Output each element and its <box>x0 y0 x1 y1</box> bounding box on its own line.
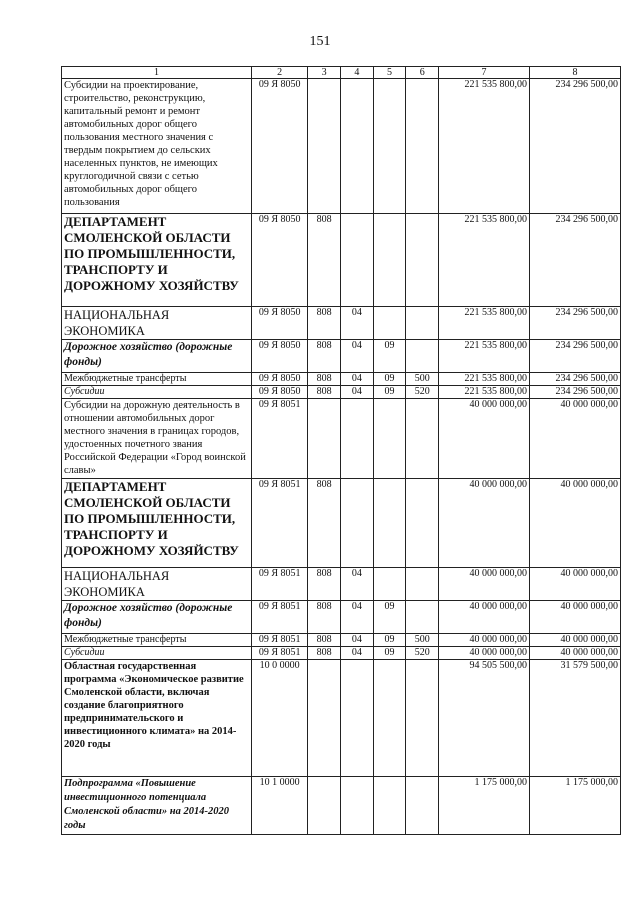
section-code-cell: 04 <box>340 634 373 647</box>
admin-code-cell: 808 <box>308 479 341 568</box>
amount-year1-cell: 40 000 000,00 <box>439 647 530 660</box>
table-row <box>62 601 621 634</box>
section-code-cell <box>340 399 373 479</box>
subsection-code-cell <box>373 307 406 340</box>
expense-type-cell <box>406 660 439 777</box>
column-header: 8 <box>529 67 620 79</box>
table-row <box>62 660 621 777</box>
admin-code-cell: 808 <box>308 647 341 660</box>
amount-year1-cell: 40 000 000,00 <box>439 601 530 634</box>
amount-year2-cell: 234 296 500,00 <box>529 79 620 214</box>
admin-code-cell <box>308 79 341 214</box>
amount-year1-cell: 221 535 800,00 <box>439 340 530 373</box>
column-header: 1 <box>62 67 252 79</box>
table-row <box>62 634 621 647</box>
target-code-cell: 09 Я 8050 <box>252 386 308 399</box>
amount-year2-cell: 40 000 000,00 <box>529 479 620 568</box>
admin-code-cell <box>308 660 341 777</box>
table-row <box>62 647 621 660</box>
amount-year2-cell: 234 296 500,00 <box>529 214 620 307</box>
amount-year1-cell: 1 175 000,00 <box>439 777 530 835</box>
subsection-code-cell: 09 <box>373 647 406 660</box>
amount-year1-cell: 221 535 800,00 <box>439 214 530 307</box>
subsection-code-cell <box>373 214 406 307</box>
amount-year2-cell: 1 175 000,00 <box>529 777 620 835</box>
amount-year2-cell: 40 000 000,00 <box>529 568 620 601</box>
amount-year1-cell: 221 535 800,00 <box>439 373 530 386</box>
admin-code-cell: 808 <box>308 601 341 634</box>
subsection-code-cell <box>373 399 406 479</box>
amount-year2-cell: 40 000 000,00 <box>529 601 620 634</box>
expense-type-cell <box>406 601 439 634</box>
expense-type-cell <box>406 777 439 835</box>
table-row <box>62 399 621 479</box>
target-code-cell: 10 0 0000 <box>252 660 308 777</box>
amount-year2-cell: 234 296 500,00 <box>529 373 620 386</box>
subsection-code-cell: 09 <box>373 634 406 647</box>
target-code-cell: 09 Я 8051 <box>252 601 308 634</box>
table-row <box>62 214 621 307</box>
expense-type-cell: 500 <box>406 634 439 647</box>
amount-year2-cell: 234 296 500,00 <box>529 386 620 399</box>
row-name-cell: Субсидии на дорожную деятельность в отношении автомобильных дорог местного значения в границах городов, удостоенных почетного звания Российской Федерации «Город воинской славы» <box>62 399 252 479</box>
row-name-cell: Межбюджетные трансферты <box>62 634 252 647</box>
row-name-cell: Субсидии <box>62 647 252 660</box>
row-name-cell: Дорожное хозяйство (дорожные фонды) <box>62 340 252 373</box>
target-code-cell: 09 Я 8051 <box>252 479 308 568</box>
section-code-cell <box>340 660 373 777</box>
section-code-cell <box>340 479 373 568</box>
target-code-cell: 09 Я 8050 <box>252 373 308 386</box>
amount-year1-cell: 40 000 000,00 <box>439 634 530 647</box>
section-code-cell <box>340 777 373 835</box>
expense-type-cell <box>406 79 439 214</box>
column-header: 4 <box>340 67 373 79</box>
expense-type-cell <box>406 568 439 601</box>
column-number-header-row <box>62 67 621 79</box>
amount-year1-cell: 40 000 000,00 <box>439 399 530 479</box>
amount-year1-cell: 94 505 500,00 <box>439 660 530 777</box>
amount-year2-cell: 40 000 000,00 <box>529 399 620 479</box>
expense-type-cell <box>406 307 439 340</box>
page-number: 151 <box>309 34 331 49</box>
section-code-cell: 04 <box>340 647 373 660</box>
expense-type-cell <box>406 479 439 568</box>
expense-type-cell: 520 <box>406 647 439 660</box>
subsection-code-cell: 09 <box>373 386 406 399</box>
subsection-code-cell: 09 <box>373 601 406 634</box>
admin-code-cell: 808 <box>308 340 341 373</box>
section-code-cell <box>340 214 373 307</box>
amount-year2-cell: 40 000 000,00 <box>529 634 620 647</box>
row-name-cell: Областная государственная программа «Экономическое развитие Смоленской области, включая создание благоприятного предпринимательского и инвестиционного климата» на 2014-2020 годы <box>62 660 252 777</box>
row-name-cell: ДЕПАРТАМЕНТ СМОЛЕНСКОЙ ОБЛАСТИ ПО ПРОМЫШЛЕННОСТИ, ТРАНСПОРТУ И ДОРОЖНОМУ ХОЗЯЙСТВУ <box>62 214 252 307</box>
admin-code-cell <box>308 777 341 835</box>
subsection-code-cell <box>373 660 406 777</box>
admin-code-cell: 808 <box>308 307 341 340</box>
admin-code-cell <box>308 399 341 479</box>
table-row <box>62 373 621 386</box>
table-row <box>62 479 621 568</box>
target-code-cell: 10 1 0000 <box>252 777 308 835</box>
target-code-cell: 09 Я 8051 <box>252 634 308 647</box>
target-code-cell: 09 Я 8050 <box>252 214 308 307</box>
table-row <box>62 79 621 214</box>
column-header: 2 <box>252 67 308 79</box>
expense-type-cell: 520 <box>406 386 439 399</box>
amount-year1-cell: 221 535 800,00 <box>439 386 530 399</box>
column-header: 6 <box>406 67 439 79</box>
table-body <box>62 79 621 835</box>
amount-year2-cell: 31 579 500,00 <box>529 660 620 777</box>
section-code-cell: 04 <box>340 568 373 601</box>
target-code-cell: 09 Я 8051 <box>252 399 308 479</box>
target-code-cell: 09 Я 8050 <box>252 340 308 373</box>
row-name-cell: Дорожное хозяйство (дорожные фонды) <box>62 601 252 634</box>
row-name-cell: Субсидии на проектирование, строительство, реконструкцию, капитальный ремонт и ремонт автомобильных дорог общего пользования местного значения с твердым покрытием до сельских населенных пунктов, не имеющих круглогодичной связи с сетью автомобильных дорог общего пользования <box>62 79 252 214</box>
row-name-cell: Межбюджетные трансферты <box>62 373 252 386</box>
amount-year1-cell: 221 535 800,00 <box>439 79 530 214</box>
amount-year1-cell: 40 000 000,00 <box>439 479 530 568</box>
subsection-code-cell <box>373 777 406 835</box>
subsection-code-cell <box>373 479 406 568</box>
section-code-cell: 04 <box>340 340 373 373</box>
column-header: 5 <box>373 67 406 79</box>
expense-type-cell: 500 <box>406 373 439 386</box>
table-row <box>62 386 621 399</box>
column-header: 3 <box>308 67 341 79</box>
table-row <box>62 568 621 601</box>
section-code-cell: 04 <box>340 373 373 386</box>
admin-code-cell: 808 <box>308 634 341 647</box>
column-header: 7 <box>439 67 530 79</box>
target-code-cell: 09 Я 8050 <box>252 79 308 214</box>
row-name-cell: НАЦИОНАЛЬНАЯ ЭКОНОМИКА <box>62 307 252 340</box>
admin-code-cell: 808 <box>308 373 341 386</box>
target-code-cell: 09 Я 8050 <box>252 307 308 340</box>
target-code-cell: 09 Я 8051 <box>252 568 308 601</box>
subsection-code-cell: 09 <box>373 340 406 373</box>
admin-code-cell: 808 <box>308 386 341 399</box>
row-name-cell: ДЕПАРТАМЕНТ СМОЛЕНСКОЙ ОБЛАСТИ ПО ПРОМЫШЛЕННОСТИ, ТРАНСПОРТУ И ДОРОЖНОМУ ХОЗЯЙСТВУ <box>62 479 252 568</box>
expense-type-cell <box>406 399 439 479</box>
subsection-code-cell: 09 <box>373 373 406 386</box>
expense-type-cell <box>406 214 439 307</box>
amount-year2-cell: 40 000 000,00 <box>529 647 620 660</box>
admin-code-cell: 808 <box>308 568 341 601</box>
section-code-cell: 04 <box>340 307 373 340</box>
amount-year2-cell: 234 296 500,00 <box>529 307 620 340</box>
expense-type-cell <box>406 340 439 373</box>
amount-year1-cell: 40 000 000,00 <box>439 568 530 601</box>
row-name-cell: Подпрограмма «Повышение инвестиционного потенциала Смоленской области» на 2014-2020 годы <box>62 777 252 835</box>
section-code-cell: 04 <box>340 601 373 634</box>
section-code-cell: 04 <box>340 386 373 399</box>
target-code-cell: 09 Я 8051 <box>252 647 308 660</box>
budget-table <box>61 66 621 835</box>
subsection-code-cell <box>373 79 406 214</box>
row-name-cell: Субсидии <box>62 386 252 399</box>
table-row <box>62 307 621 340</box>
admin-code-cell: 808 <box>308 214 341 307</box>
amount-year1-cell: 221 535 800,00 <box>439 307 530 340</box>
row-name-cell: НАЦИОНАЛЬНАЯ ЭКОНОМИКА <box>62 568 252 601</box>
section-code-cell <box>340 79 373 214</box>
table-row <box>62 777 621 835</box>
table-row <box>62 340 621 373</box>
amount-year2-cell: 234 296 500,00 <box>529 340 620 373</box>
subsection-code-cell <box>373 568 406 601</box>
